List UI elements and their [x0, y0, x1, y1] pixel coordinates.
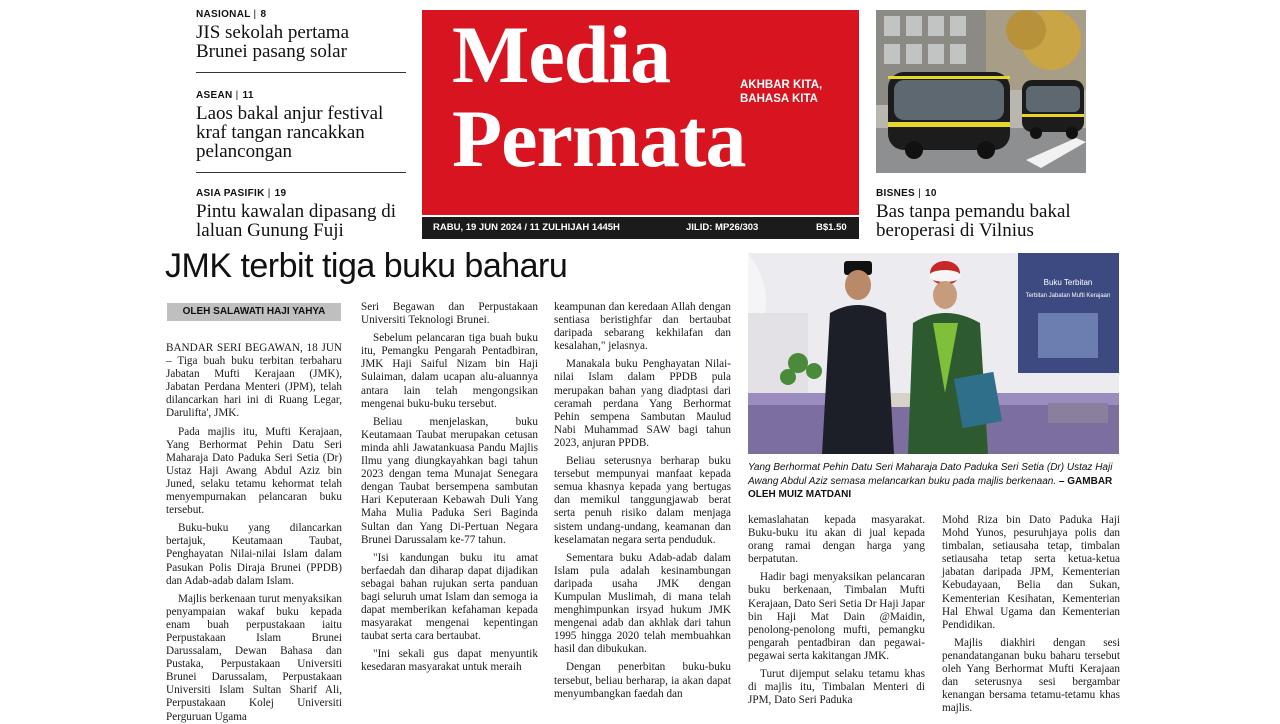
- issue-price: B$1.50: [816, 222, 847, 233]
- paragraph: Majlis berkenaan turut menyaksikan penyampaian wakaf buku kepada enam buah perpustakaan iaitu Perpustakaan Islam Brunei Darussalam, Dewan Bahasa dan Pustaka, Perpustakaan Universiti Brunei Darussalam, Perpustakaan Universiti Islam Sultan Sharif Ali, Perpustakaan Kolej Universiti Perguruan Ugama: [166, 592, 342, 723]
- paragraph: Buku-buku yang dilancarkan bertajuk, Keutamaan Taubat, Penghayatan Nilai-nilai Islam dalam Pasukan Polis Diraja Brunei (PPDB) dan Adab-adab dalam Islam.: [166, 522, 342, 587]
- divider: [196, 172, 406, 173]
- photo-caption: [748, 461, 1120, 502]
- teaser-page: 10: [925, 188, 937, 199]
- paragraph: Mohd Riza bin Dato Paduka Haji Mohd Yunos, pesuruhjaya polis dan timbalan, setiausaha tetap, timbalan setiausaha tetap serta ketua-ketua jabatan daripada JPM, Kementerian Kebudayaan, Belia dan Sukan, Kementerian Kesihatan, Kementerian Hal Ehwal Ugama dan Kementerian Pendidikan.: [942, 514, 1120, 631]
- paragraph: Sementara buku Adab-adab dalam Islam pula adalah kesinambungan daripada usaha JMK dengan Kumpulan Muslimah, di mana telah menghimpunkan irsyad hukum JMK mengenai adab dan akhlak dari tahun 1995 hingga 2020 telah membuahkan hasil dan dibukukan.: [554, 551, 731, 656]
- masthead-logo[interactable]: [422, 10, 859, 215]
- teaser-kicker: ASIA PASIFIK: [196, 188, 265, 199]
- paragraph: keampunan dan keredaan Allah dengan sentiasa beristighfar dan bertaubat daripada sebarang kekhilafan dan kesalahan," jelasnya.: [554, 301, 731, 353]
- teaser-title[interactable]: Bas tanpa pemandu bakal beroperasi di Vilnius: [876, 201, 1071, 241]
- paragraph: Seri Begawan dan Perpustakaan Universiti Teknologi Brunei.: [361, 301, 538, 327]
- issue-date: RABU, 19 JUN 2024 / 11 ZULHIJAH 1445H: [433, 222, 620, 233]
- banner-text: Terbitan Jabatan Mufti Kerajaan: [1025, 293, 1111, 299]
- caption-credit: – GAMBAR OLEH MUIZ MATDANI: [748, 475, 1113, 500]
- paragraph: Turut dijemput selaku tetamu khas di majlis itu, Timbalan Menteri di JPM, Dato Seri Paduka: [748, 668, 925, 707]
- article-column-1: [166, 342, 342, 723]
- teaser-page: 11: [242, 90, 254, 101]
- paragraph: Dengan penerbitan buku-buku tersebut, beliau berharap, ia akan dapat menyumbangkan faedah dan: [554, 661, 731, 700]
- article-column-4: [748, 514, 925, 714]
- divider: [196, 72, 406, 73]
- paragraph: Hadir bagi menyaksikan pelancaran buku berkenaan, Timbalan Mufti Kerajaan, Dato Seri Setia Dr Haji Japar bin Haji Mat Dain @Maidin, penolong-penolong mufti, pemangku pengarah pentadbiran dan pegawai-pegawai serta kakitangan JMK.: [748, 571, 925, 662]
- paragraph: Sebelum pelancaran tiga buah buku itu, Pemangku Pengarah Pentadbiran, JMK Haji Saiful Nizam bin Haji Sulaiman, dalam ucapan alu-aluannya antara lain telah mengongsikan mengenai buku-buku tersebut.: [361, 332, 538, 410]
- paragraph: BANDAR SERI BEGAWAN, 18 JUN – Tiga buah buku terbitan terbaharu Jabatan Mufti Kerajaan (JMK), Jabatan Perdana Menteri (JPM), telah dilancarkan hari ini di Ruang Legar, Darulifta', JMK.: [166, 342, 342, 420]
- bus-illustration: [876, 10, 1086, 173]
- article-column-5: [942, 514, 1120, 714]
- paragraph: Beliau menjelaskan, buku Keutamaan Taubat merupakan cetusan minda ahli Jawatankuasa Pandu Majlis Ilmu yang diungkayahkan bagi tahun 2023 dengan tema Munajat Senegara dengan Taubat bersempena sambutan Hari Keputeraan Kebawah Duli Yang Maha Mulia Paduka Seri Baginda Sultan dan Yang Di-Pertuan Negara Brunei Darussalam ke-77 tahun.: [361, 415, 538, 546]
- teaser-kicker: BISNES: [876, 188, 916, 199]
- paragraph: Manakala buku Penghayatan Nilai-nilai Islam dalam PPDB pula merupakan bahan yang diadptasi dari ceramah perdana Yang Berhormat Pehin sempena Sambutan Maulud Nabi Muhammad SAW bagi tahun 2023, anjuran PPDB.: [554, 358, 731, 449]
- masthead-word-media: Media: [452, 9, 671, 100]
- paragraph: Pada majlis itu, Mufti Kerajaan, Yang Berhormat Pehin Datu Seri Maharaja Dato Paduka Seri Setia (Dr) Ustaz Haji Awang Abdul Aziz bin Juned, selaku tetamu kehormat telah menyempurnakan pelancaran buku tersebut.: [166, 425, 342, 517]
- teaser-asia-pasifik[interactable]: ASIA PASIFIK | 19 Pintu kawalan dipasang di laluan Gunung Fuji: [196, 188, 396, 241]
- teaser-asean[interactable]: ASEAN | 11 Laos bakal anjur festival kraf tangan rancakkan pelancongan: [196, 90, 406, 161]
- paragraph: "Ini sekali gus dapat menyuntik kesedaran masyarakat untuk meraih: [361, 648, 538, 674]
- caption-text: Yang Berhormat Pehin Datu Seri Maharaja Dato Paduka Seri Setia (Dr) Ustaz Haji Awang Abdul Aziz semasa melancarkan buku pada majlis berkenaan.: [748, 462, 1113, 487]
- paragraph: Beliau seterusnya berharap buku tersebut mempunyai manfaat kepada semua khasnya kepada yang bertugas dan memikul tanggungjawab berat serta penuh risiko dalam menjaga sistem undang-undang, keamanan dan keselamatan negara serta penduduk.: [554, 455, 731, 546]
- masthead-word-permata: Permata: [452, 93, 746, 184]
- issue-volume: JILID: MP26/303: [686, 222, 759, 233]
- teaser-page: 19: [274, 188, 287, 199]
- paragraph: kemaslahatan kepada masyarakat. Buku-buku itu akan di jual kepada orang ramai dengan harga yang berpatutan.: [748, 514, 925, 566]
- teaser-title[interactable]: Pintu kawalan dipasang di laluan Gunung Fuji: [196, 201, 396, 241]
- article-byline: OLEH SALAWATI HAJI YAHYA: [167, 303, 341, 321]
- teaser-page: 8: [260, 9, 267, 20]
- article-headline: JMK terbit tiga buku baharu: [165, 247, 568, 285]
- masthead-tagline: AKHBAR KITA, BAHASA KITA: [740, 79, 823, 105]
- teaser-kicker: ASEAN: [196, 90, 233, 101]
- book-launch-photo[interactable]: [748, 253, 1119, 454]
- book-launch-illustration: [748, 253, 1119, 454]
- teaser-title[interactable]: JIS sekolah pertama Brunei pasang solar: [196, 22, 350, 62]
- teaser-nasional[interactable]: NASIONAL | 8 JIS sekolah pertama Brunei pasang solar: [196, 9, 406, 61]
- teaser-title[interactable]: Laos bakal anjur festival kraf tangan rancakkan pelancongan: [196, 103, 384, 162]
- paragraph: Majlis diakhiri dengan sesi penandatanganan buku baharu tersebut oleh Yang Berhormat Mufti Kerajaan dan seterusnya sesi bergambar kenangan bersama tetamu-tetamu khas majlis.: [942, 636, 1120, 715]
- article-column-2: [361, 301, 538, 714]
- paragraph: "Isi kandungan buku itu amat berfaedah dan diharap dapat dijadikan sebagai bahan rujukan serta panduan bagi seluruh umat Islam dan semoga ia dapat memberikan kefahaman kepada masyarakat mengenai kepentingan taubat serta cara bertaubat.: [361, 551, 538, 643]
- bus-photo[interactable]: [876, 10, 1086, 173]
- teaser-bisnes[interactable]: BISNES | 10 Bas tanpa pemandu bakal beroperasi di Vilnius: [876, 188, 1106, 240]
- article-column-3: [554, 301, 731, 714]
- teaser-kicker: NASIONAL: [196, 9, 251, 20]
- issue-date-bar: [422, 217, 859, 239]
- banner-text: Buku Terbitan: [1043, 278, 1093, 287]
